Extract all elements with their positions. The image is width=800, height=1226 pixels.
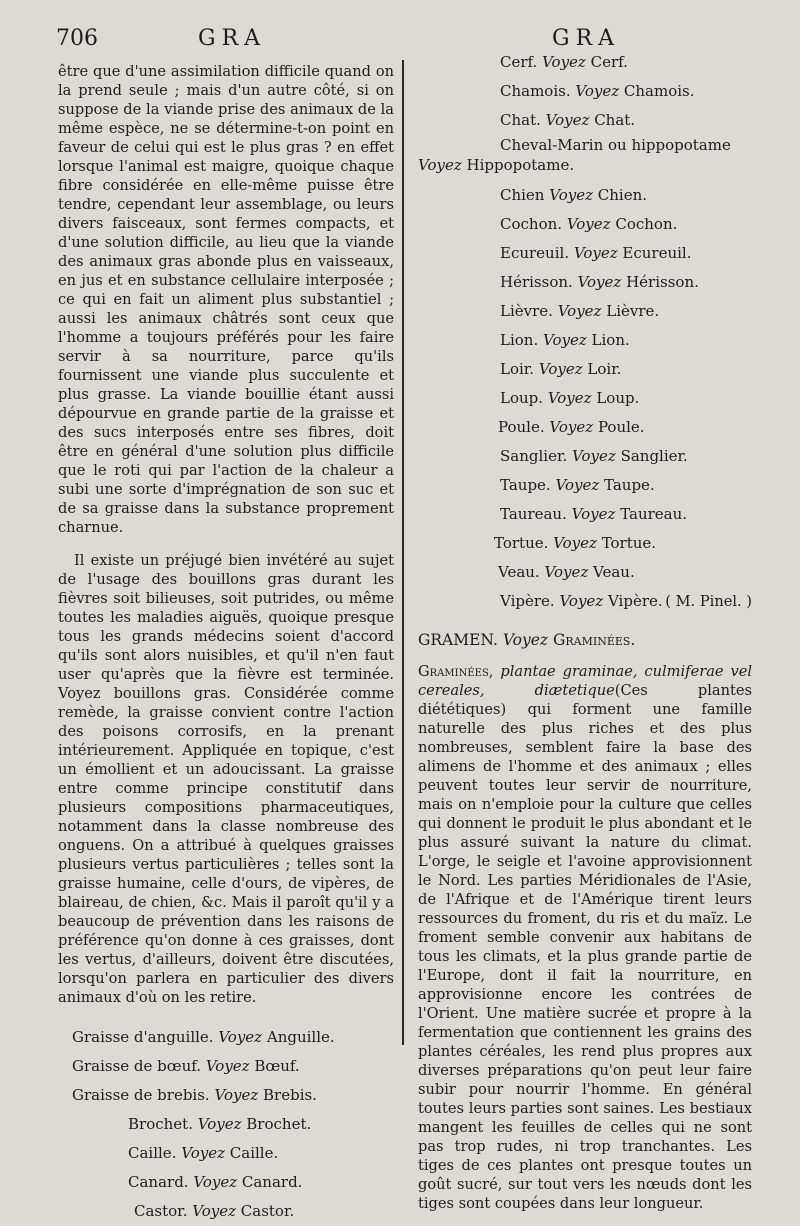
- xref-term: Castor.: [134, 1202, 188, 1220]
- xref-term: Taureau.: [500, 505, 567, 523]
- cross-reference-row: [58, 1197, 394, 1226]
- xref-voyez: Voyez: [577, 273, 622, 291]
- xref-target: Brochet.: [246, 1115, 312, 1133]
- cross-reference-row: [418, 442, 752, 471]
- right-running-title: GRA: [552, 26, 621, 51]
- xref-target: Cerf.: [590, 53, 628, 71]
- column-divider: [402, 60, 404, 1045]
- cross-reference-row: [418, 106, 752, 135]
- xref-voyez: Voyez: [571, 505, 616, 523]
- xref-target: Taupe.: [604, 476, 655, 494]
- paragraph-graisse-digestion: être que d'une assimilation difficile quand on la prend seule ; mais d'un autre côté, si on suppose de la viande prise des animaux de la même espèce, ne se détermine-t-on point en faveur de celui qui est le plus gras ? en effet lorsque l'animal est maigre, quoique chaque fibre considérée en elle-même puisse être tendre, cependant leur assemblage, ou leurs divers faisceaux, sont fermes compacts, et d'une solution difficile, au lieu que la viande des animaux gras abonde plus en vaisseaux, en jus et en substance cellulaire interposée ; ce qui en fait un aliment plus substantiel ; aussi les animaux châtrés sont ceux que l'homme a toujours préférés pour les faire servir à sa nourriture, parce qu'ils fournissent une viande plus succulente et plus grasse. La viande bouillie étant aussi dépourvue en grande partie de la graisse et des sucs interposés entre ses fibres, doit être en général d'une solution plus difficile que le roti qui par l'action de la chaleur a subi une sorte d'imprégnation de son suc et de sa graisse dans la substance proprement charnue.: [58, 63, 394, 536]
- xref-term: Cheval-Marin ou hippopotame: [500, 136, 731, 154]
- cross-reference-row: [418, 77, 752, 106]
- xref-voyez: Voyez: [553, 534, 597, 552]
- cross-reference-row: [418, 210, 752, 239]
- xref-target: Canard.: [241, 1173, 303, 1191]
- xref-target: Sanglier.: [620, 447, 688, 465]
- cross-reference-row: [418, 558, 752, 587]
- headword-voyez: Voyez: [502, 631, 549, 649]
- xref-term: Veau.: [498, 563, 540, 581]
- xref-term: Lièvre.: [500, 302, 553, 320]
- cross-reference-row: [418, 413, 752, 442]
- xref-voyez: Voyez: [575, 82, 620, 100]
- paragraph-graisse-remede: Il existe un préjugé bien invétéré au sujet de l'usage des bouillons gras durant les fièvres soit bilieuses, soit putrides, ou même toutes les maladies aiguës, quoique presque tous les grands médecins soient d'accord qu'ils sont alors nuisibles, et qu'il n'en faut user qu'après que la fièvre est terminée. Voyez bouillons gras. Considérée comme remède, la graisse convient contre l'action des poisons corrosifs, en la prenant intérieurement. Appliquée en topique, c'est un émollient et un adoucissant. La graisse entre comme principe constitutif dans plusieurs compositions pharmaceutiques, notamment dans la classe nombreuse des onguens. On a attribué à quelques graisses plusieurs vertus particulières ; telles sont la graisse humaine, celle d'ours, de vipères, de blaireau, de chien, &c. Mais il paroît qu'il y a beaucoup de prévention dans les raisons de préférence qu'on donne à ces graisses, dont les vertus, d'ailleurs, doivent être discutées, lorsqu'on parlera en particulier des divers animaux d'où on les retire.: [58, 552, 394, 1006]
- xref-voyez: Voyez: [197, 1115, 242, 1133]
- xref-target: Vipère.: [607, 592, 663, 610]
- xref-voyez: Voyez: [543, 331, 587, 349]
- xref-target: Tortue.: [601, 534, 657, 552]
- xref-term: Lion.: [500, 331, 539, 349]
- xref-term: Tortue.: [494, 534, 549, 552]
- xref-term: Sanglier.: [500, 447, 568, 465]
- xref-target: Veau.: [593, 563, 635, 581]
- headword-gramen: [418, 630, 752, 650]
- xref-term: Canard.: [128, 1173, 189, 1191]
- xref-target: Anguille.: [266, 1028, 335, 1046]
- xref-voyez: Voyez: [193, 1173, 238, 1191]
- cross-reference-row: [58, 1023, 394, 1052]
- cross-reference-row: [418, 326, 752, 355]
- xref-target: Brebis.: [263, 1086, 317, 1104]
- headword-target: Graminées.: [553, 631, 636, 649]
- cross-reference-row: [58, 1168, 394, 1197]
- cross-reference-row: [418, 500, 752, 529]
- xref-voyez: Voyez: [572, 447, 616, 465]
- xref-voyez: Voyez: [192, 1202, 236, 1220]
- xref-voyez: Voyez: [418, 156, 462, 174]
- xref-target: Hippopotame.: [466, 156, 575, 174]
- xref-term: Graisse de brebis.: [72, 1086, 210, 1104]
- xref-term: Vipère.: [500, 592, 555, 610]
- cross-reference-row: [418, 471, 752, 500]
- cross-reference-row: [418, 529, 752, 558]
- xref-term: Loup.: [500, 389, 544, 407]
- article-text: (Ces plantes diététiques) qui forment une famille naturelle des plus riches et des plus nombreuses, semblent faire la base des alimens de l'homme et des animaux ; elles peuvent toutes leur servir de nourriture, mais on n'emploie pour la culture que celles qui donnent le produit le plus abondant et le plus assuré suivant la nature du climat. L'orge, le seigle et l'avoine approvisionnent le Nord. Les parties Méridionales de l'Asie, de l'Afrique et de l'Amérique tirent leurs ressources du froment, du ris et du maïz. Le froment semble convenir aux habitans de tous les climats, et la plus grande partie de l'Europe, dont il fait la nourriture, en approvisionne encore les contrées de l'Orient. Une matière sucrée et propre à la fermentation que contiennent les grains des plantes céréales, les rend plus propres aux diverses préparations qu'on peut leur faire subir pour nourrir l'homme. En général toutes leurs parties sont saines. Les bestiaux mangent les feuilles de celles qui ne sont pas trop rudes, ni trop tranchantes. Les tiges de ces plantes ont presque toutes un goût sucré, sur tout vers les nœuds dont les tiges sont coupées dans leur longueur.: [418, 682, 752, 1212]
- xref-term: Caille.: [128, 1144, 177, 1162]
- xref-voyez: Voyez: [538, 360, 583, 378]
- right-column: [418, 48, 752, 1213]
- xref-voyez: Voyez: [544, 563, 589, 581]
- cross-reference-row: [58, 1052, 394, 1081]
- cross-reference-row: [58, 1110, 394, 1139]
- xref-target: Castor.: [240, 1202, 295, 1220]
- xref-term: Ecureuil.: [500, 244, 570, 262]
- xref-voyez: Voyez: [181, 1144, 225, 1162]
- xref-target: Chien.: [597, 186, 648, 204]
- xref-voyez: Voyez: [542, 53, 586, 71]
- left-column: [58, 62, 394, 1226]
- xref-term: Cerf.: [500, 53, 538, 71]
- xref-target: Ecureuil.: [622, 244, 692, 262]
- cross-reference-row: [418, 297, 752, 326]
- xref-voyez: Voyez: [555, 476, 600, 494]
- xref-target: Cochon.: [615, 215, 678, 233]
- page-number: 706: [56, 26, 98, 51]
- right-cross-references: [418, 48, 752, 616]
- xref-target: Loir.: [587, 360, 622, 378]
- cross-reference-row: [418, 384, 752, 413]
- xref-target: Lion.: [591, 331, 630, 349]
- xref-term: Taupe.: [500, 476, 551, 494]
- xref-voyez: Voyez: [545, 111, 590, 129]
- cross-reference-row: [418, 355, 752, 384]
- left-running-title: GRA: [198, 26, 267, 51]
- cross-reference-row: [58, 1081, 394, 1110]
- xref-voyez: Voyez: [549, 418, 594, 436]
- cross-reference-row: [418, 239, 752, 268]
- xref-term: Graisse d'anguille.: [72, 1028, 214, 1046]
- xref-target: Loup.: [596, 389, 640, 407]
- xref-target: Chat.: [594, 111, 636, 129]
- xref-term: Graisse de bœuf.: [72, 1057, 202, 1075]
- xref-target: Lièvre.: [606, 302, 660, 320]
- xref-term: Chien: [500, 186, 545, 204]
- headword-term: GRAMEN.: [418, 631, 498, 649]
- article-graminees: [418, 662, 752, 1213]
- xref-target: Hérisson.: [626, 273, 699, 291]
- xref-term: Chamois.: [500, 82, 571, 100]
- cross-reference-row: [58, 1139, 394, 1168]
- xref-target: Bœuf.: [254, 1057, 300, 1075]
- xref-voyez: Voyez: [573, 244, 618, 262]
- article-latin: plantae graminae, culmiferae vel cereales, diætetique: [418, 663, 753, 699]
- xref-voyez: Voyez: [559, 592, 604, 610]
- xref-voyez: Voyez: [549, 186, 594, 204]
- xref-term: Poule.: [498, 418, 545, 436]
- xref-target: Taureau.: [620, 505, 688, 523]
- left-cross-references: [58, 1023, 394, 1226]
- cross-reference-row: [418, 268, 752, 297]
- xref-term: Hérisson.: [500, 273, 573, 291]
- xref-term: Brochet.: [128, 1115, 193, 1133]
- xref-term: Loir.: [500, 360, 535, 378]
- xref-voyez: Voyez: [566, 215, 611, 233]
- xref-target: Poule.: [597, 418, 645, 436]
- xref-target: Caille.: [229, 1144, 279, 1162]
- cross-reference-row: [418, 135, 752, 175]
- xref-voyez: Voyez: [218, 1028, 263, 1046]
- xref-voyez: Voyez: [205, 1057, 250, 1075]
- xref-voyez: Voyez: [557, 302, 602, 320]
- cross-reference-row: [418, 48, 752, 77]
- xref-voyez: Voyez: [214, 1086, 259, 1104]
- xref-term: Cochon.: [500, 215, 563, 233]
- xref-target: Chamois.: [623, 82, 695, 100]
- article-lemma: Graminées,: [418, 663, 494, 680]
- xref-voyez: Voyez: [547, 389, 592, 407]
- xref-term: Chat.: [500, 111, 541, 129]
- signature: ( M. Pinel. ): [665, 593, 752, 610]
- cross-reference-row: [418, 181, 752, 210]
